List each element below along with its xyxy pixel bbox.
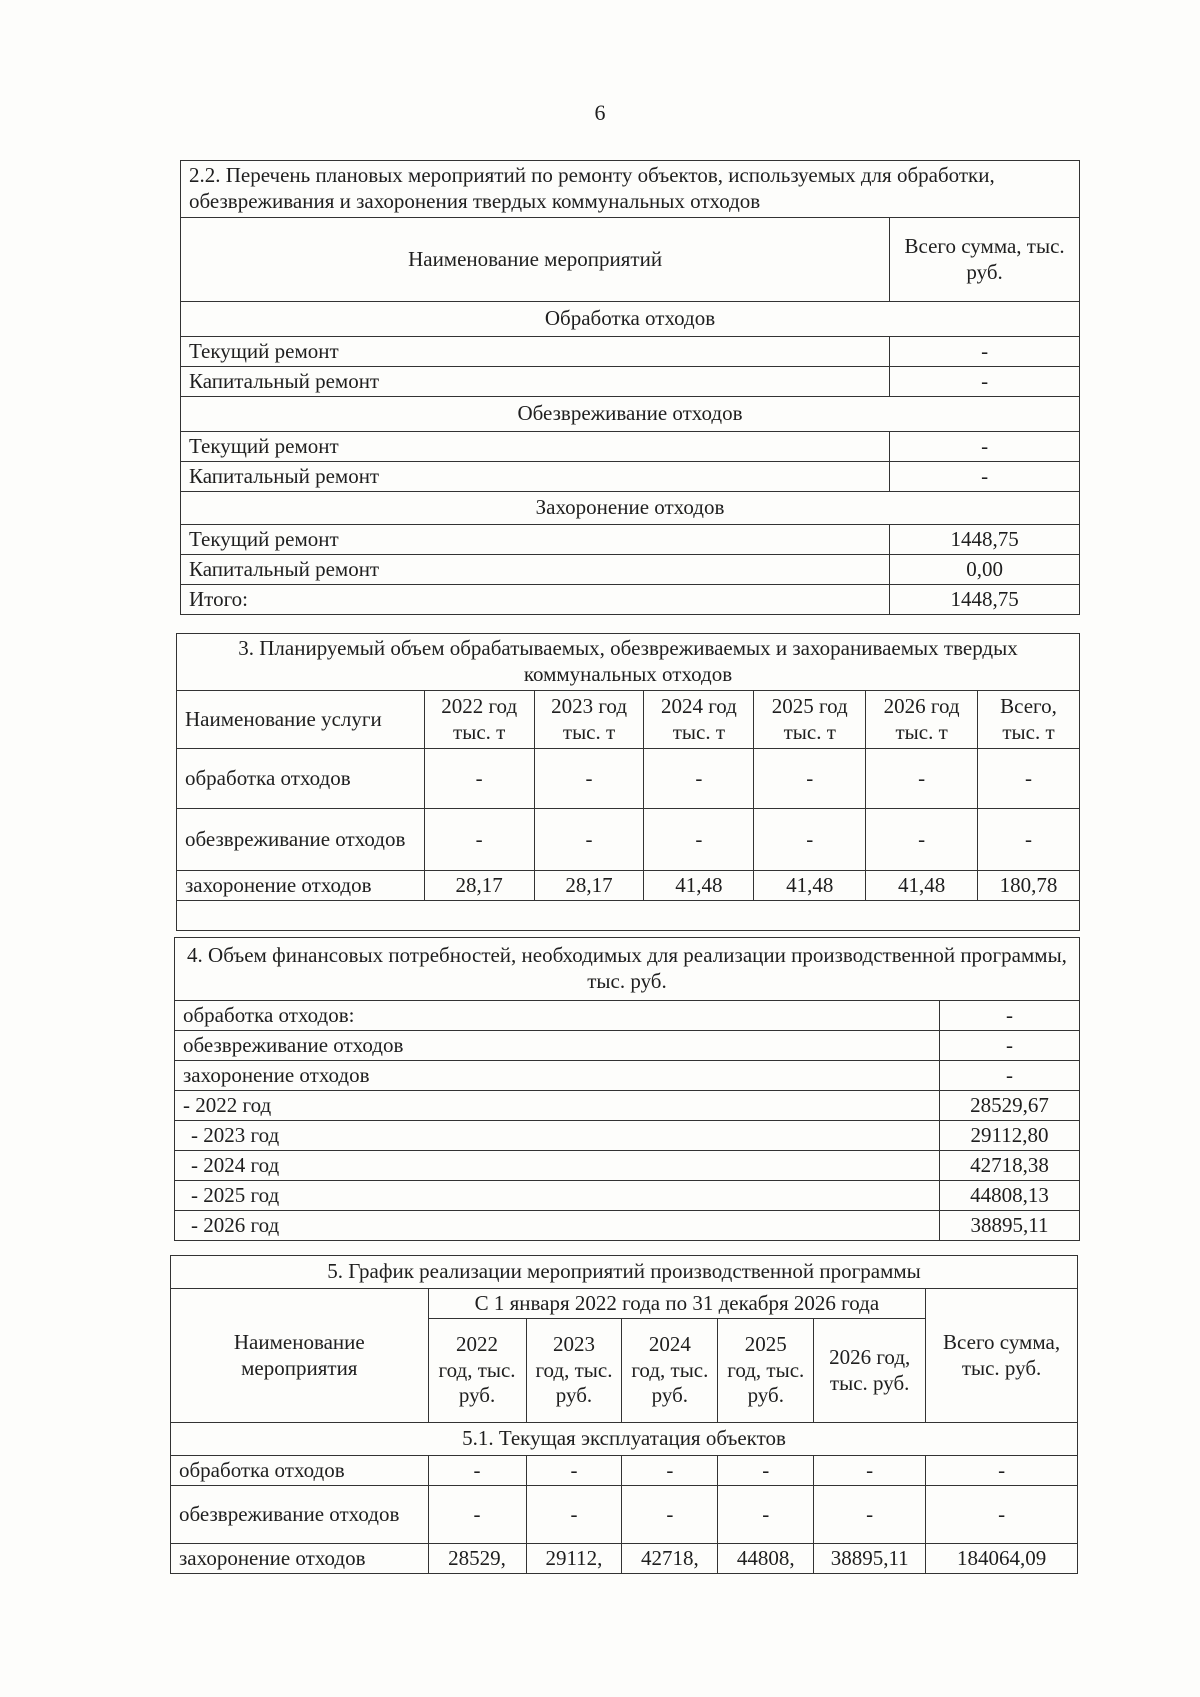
header-year: 2022 год, тыс. руб. (428, 1319, 526, 1423)
row-value: 0,00 (890, 555, 1080, 585)
volume-cell: - (866, 749, 978, 809)
header-year: 2024 год тыс. т (644, 691, 754, 749)
volume-cell: - (978, 749, 1080, 809)
finance-value: - (940, 1001, 1080, 1031)
schedule-table (170, 1255, 1078, 1574)
schedule-cell: - (926, 1456, 1078, 1486)
finance-label: - 2025 год (175, 1181, 940, 1211)
row-value: 1448,75 (890, 525, 1080, 555)
waste-volume-table (176, 633, 1080, 931)
col-header-name: Наименование мероприятий (181, 218, 890, 302)
schedule-cell: - (926, 1486, 1078, 1544)
finance-value: - (940, 1061, 1080, 1091)
schedule-cell: 29112, (526, 1544, 622, 1574)
volume-cell: - (644, 749, 754, 809)
financial-needs-table (174, 937, 1080, 1241)
volume-cell: - (978, 809, 1080, 871)
col-header-sum: Всего сумма, тыс. руб. (890, 218, 1080, 302)
volume-cell: - (866, 809, 978, 871)
finance-label: - 2026 год (175, 1211, 940, 1241)
schedule-cell: - (526, 1456, 622, 1486)
header-year: 2024 год, тыс. руб. (622, 1319, 718, 1423)
volume-cell: 28,17 (424, 871, 534, 901)
volume-cell: - (534, 749, 644, 809)
header-service: Наименование услуги (177, 691, 425, 749)
volume-cell: 41,48 (644, 871, 754, 901)
schedule-cell: 28529, (428, 1544, 526, 1574)
finance-value: 28529,67 (940, 1091, 1080, 1121)
header-year: 2023 год, тыс. руб. (526, 1319, 622, 1423)
schedule-cell: - (428, 1486, 526, 1544)
volume-cell: - (754, 749, 866, 809)
activity-name: обезвреживание отходов (171, 1486, 429, 1544)
section-3-title: 3. Планируемый объем обрабатываемых, обезвреживаемых и захораниваемых твердых коммунальных отходов (177, 634, 1080, 691)
service-name: обезвреживание отходов (177, 809, 425, 871)
group-title: Обработка отходов (181, 302, 1080, 337)
schedule-cell: 184064,09 (926, 1544, 1078, 1574)
section-5-title: 5. График реализации мероприятий производственной программы (171, 1256, 1078, 1289)
schedule-cell: 44808, (718, 1544, 814, 1574)
schedule-cell: 42718, (622, 1544, 718, 1574)
group-title: Обезвреживание отходов (181, 397, 1080, 432)
finance-value: 29112,80 (940, 1121, 1080, 1151)
header-period: С 1 января 2022 года по 31 декабря 2026 года (428, 1289, 926, 1319)
finance-label: - 2022 год (175, 1091, 940, 1121)
row-label: Капитальный ремонт (181, 555, 890, 585)
header-total: Всего, тыс. т (978, 691, 1080, 749)
finance-value: - (940, 1031, 1080, 1061)
empty-row (177, 901, 1080, 931)
volume-cell: - (754, 809, 866, 871)
finance-value: 42718,38 (940, 1151, 1080, 1181)
volume-cell: 180,78 (978, 871, 1080, 901)
volume-cell: 41,48 (866, 871, 978, 901)
finance-label: - 2024 год (175, 1151, 940, 1181)
schedule-cell: - (814, 1486, 926, 1544)
schedule-cell: - (814, 1456, 926, 1486)
volume-cell: 28,17 (534, 871, 644, 901)
header-year: 2023 год тыс. т (534, 691, 644, 749)
schedule-cell: - (622, 1456, 718, 1486)
schedule-cell: - (718, 1456, 814, 1486)
header-activity: Наименование мероприятия (171, 1289, 429, 1423)
finance-label: - 2023 год (175, 1121, 940, 1151)
row-label: Капитальный ремонт (181, 367, 890, 397)
header-total: Всего сумма, тыс. руб. (926, 1289, 1078, 1423)
section-4-title: 4. Объем финансовых потребностей, необходимых для реализации производственной программы, тыс. руб. (175, 938, 1080, 1001)
row-label: Текущий ремонт (181, 337, 890, 367)
activity-name: захоронение отходов (171, 1544, 429, 1574)
volume-cell: - (534, 809, 644, 871)
row-value: - (890, 462, 1080, 492)
row-value: - (890, 367, 1080, 397)
header-year: 2026 год, тыс. руб. (814, 1319, 926, 1423)
row-label: Текущий ремонт (181, 432, 890, 462)
volume-cell: 41,48 (754, 871, 866, 901)
volume-cell: - (424, 809, 534, 871)
finance-value: 44808,13 (940, 1181, 1080, 1211)
header-year: 2026 год тыс. т (866, 691, 978, 749)
header-year: 2022 год тыс. т (424, 691, 534, 749)
section-2-2-title: 2.2. Перечень плановых мероприятий по ремонту объектов, используемых для обработки, обезвреживания и захоронения твердых коммунальных отходов (181, 161, 1080, 218)
repair-plan-table (180, 160, 1080, 615)
volume-cell: - (644, 809, 754, 871)
group-title: Захоронение отходов (181, 492, 1080, 525)
service-name: обработка отходов (177, 749, 425, 809)
total-value: 1448,75 (890, 585, 1080, 615)
schedule-cell: - (428, 1456, 526, 1486)
row-label: Капитальный ремонт (181, 462, 890, 492)
total-label: Итого: (181, 585, 890, 615)
schedule-cell: - (622, 1486, 718, 1544)
finance-label: обезвреживание отходов (175, 1031, 940, 1061)
schedule-cell: - (526, 1486, 622, 1544)
header-year: 2025 год тыс. т (754, 691, 866, 749)
row-label: Текущий ремонт (181, 525, 890, 555)
service-name: захоронение отходов (177, 871, 425, 901)
page-number: 6 (594, 100, 606, 125)
activity-name: обработка отходов (171, 1456, 429, 1486)
finance-value: 38895,11 (940, 1211, 1080, 1241)
finance-label: обработка отходов: (175, 1001, 940, 1031)
row-value: - (890, 432, 1080, 462)
subsection-title: 5.1. Текущая эксплуатация объектов (171, 1423, 1078, 1456)
finance-label: захоронение отходов (175, 1061, 940, 1091)
header-year: 2025 год, тыс. руб. (718, 1319, 814, 1423)
row-value: - (890, 337, 1080, 367)
schedule-cell: 38895,11 (814, 1544, 926, 1574)
schedule-cell: - (718, 1486, 814, 1544)
volume-cell: - (424, 749, 534, 809)
